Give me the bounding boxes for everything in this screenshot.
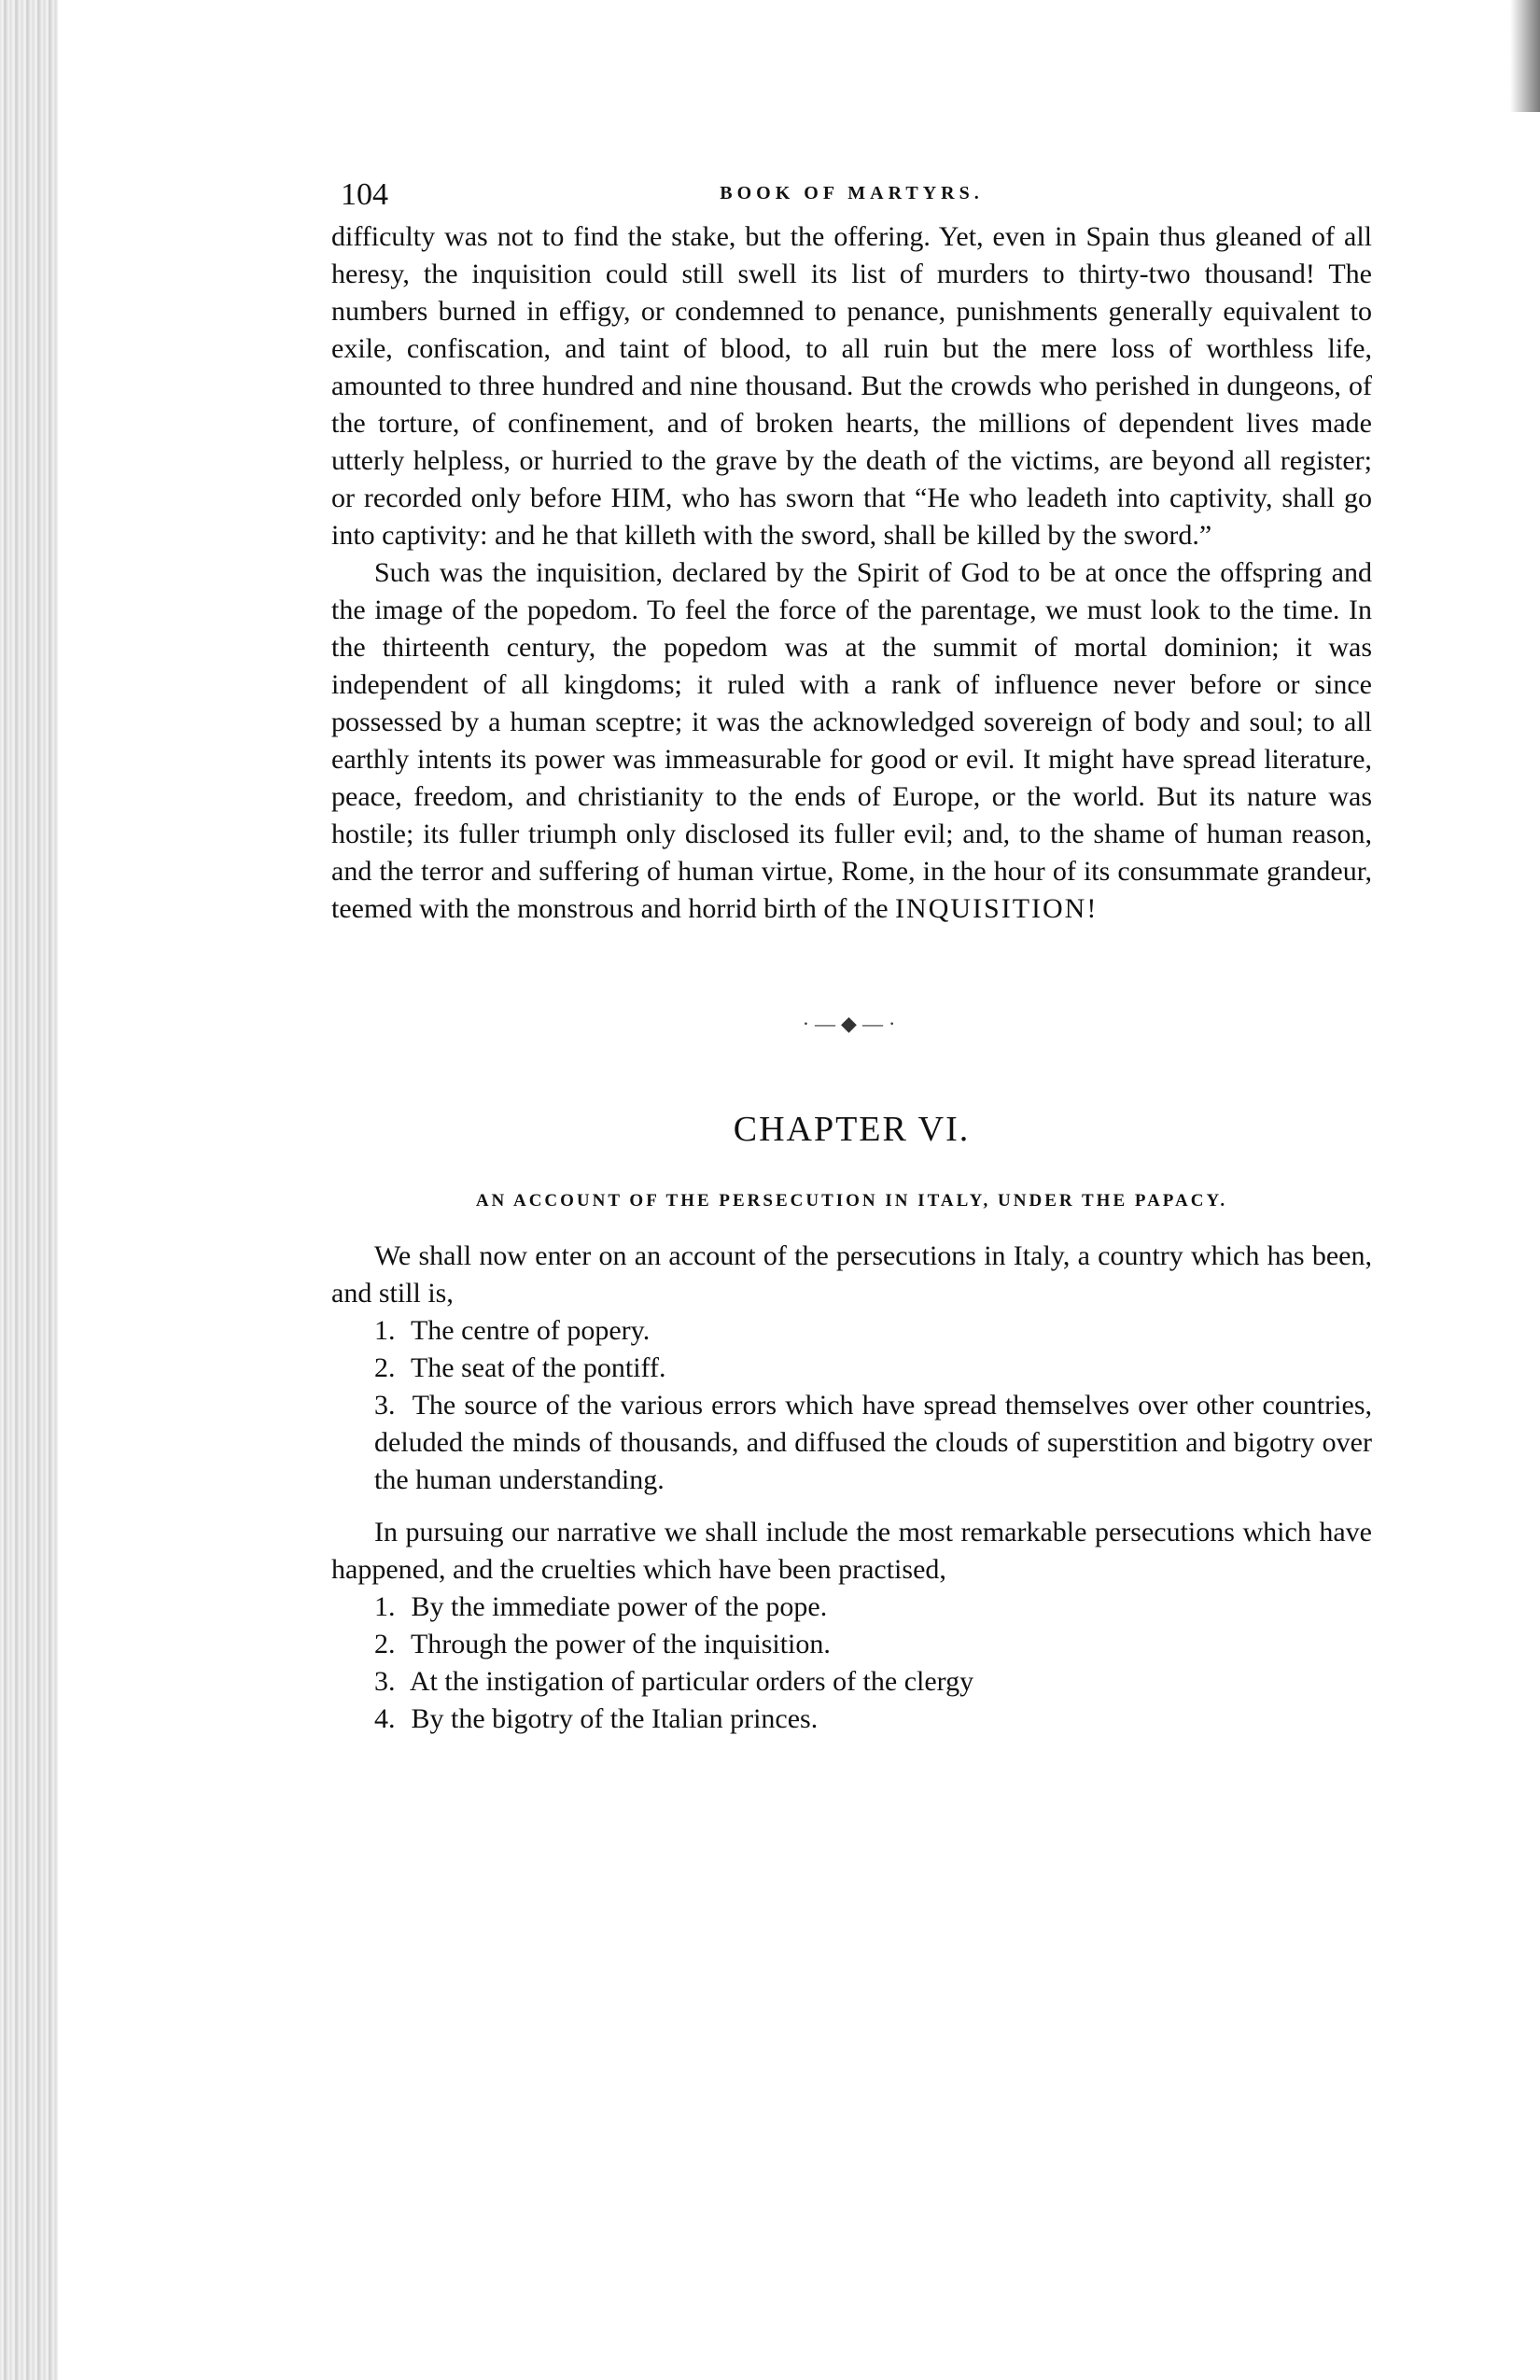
page-header: [331, 177, 1372, 218]
section-ornament: ·—◆—·: [802, 1012, 902, 1035]
list-item-number: 1.: [374, 1591, 396, 1622]
list-item-text: By the bigotry of the Italian princes.: [411, 1703, 819, 1734]
list-item-number: 2.: [374, 1352, 396, 1383]
list-item: [331, 1312, 1372, 1350]
page-number: 104: [341, 177, 388, 212]
list-item: [331, 1589, 1372, 1626]
list-item-number: 1.: [374, 1315, 396, 1346]
book-page: [331, 177, 1372, 1738]
running-head: BOOK OF MARTYRS.: [720, 183, 984, 203]
list-item: [331, 1387, 1372, 1499]
list-persecution-sources: [331, 1589, 1372, 1738]
list-item-text: The seat of the pontiff.: [410, 1352, 666, 1383]
list-item-number: 3.: [374, 1666, 396, 1697]
list-item-number: 3.: [374, 1390, 396, 1421]
paragraph-2-text: Such was the inquisition, declared by the Spirit of God to be at once the offspring and the image of the popedom. To feel the force of the parentage, we must look to the time. In the thirteenth century, the popedom was at the summit of mortal dominion; it was independent of all kingdoms; it ruled with a rank of influence never before or since possessed by a human sceptre; it was the acknowledged sovereign of body and soul; to all earthly intents its power was immeasurable for good or evil. It might have spread literature, peace, freedom, and christianity to the ends of Europe, or the world. But its nature was hostile; its fuller triumph only disclosed its fuller evil; and, to the shame of human reason, and the terror and suffering of human virtue, Rome, in the hour of its consummate grandeur, teemed with the monstrous and horrid birth of the: [331, 557, 1372, 924]
list-item-text: The centre of popery.: [410, 1315, 651, 1346]
list-item: [331, 1350, 1372, 1387]
spacer: [331, 1499, 1372, 1514]
chapter-intro-1: We shall now enter on an account of the persecutions in Italy, a country which has been, and still is,: [331, 1240, 1372, 1309]
chapter-intro-2: In pursuing our narrative we shall include the most remarkable persecutions which have happened, and the cruelties which have been practised,: [331, 1517, 1372, 1585]
list-item-number: 2.: [374, 1629, 396, 1659]
list-item-number: 4.: [374, 1703, 396, 1734]
inquisition-word: INQUISITION!: [895, 893, 1099, 924]
list-item: [331, 1701, 1372, 1738]
list-item-text: The source of the various errors which have spread themselves over other countries, deluded the minds of thousands, and diffused the clouds of superstition and bigotry over the human understanding.: [374, 1390, 1372, 1495]
paragraph-1: difficulty was not to find the stake, but the offering. Yet, even in Spain thus gleaned of all heresy, the inquisition could still swell its list of murders to thirty-two thousand! The numbers burned in effigy, or condemned to penance, punishments generally equivalent to exile, confiscation, and taint of blood, to all ruin but the mere loss of worthless life, amounted to three hundred and nine thousand. But the crowds who perished in dungeons, of the torture, of confinement, and of broken hearts, the millions of dependent lives made utterly helpless, or hurried to the grave by the death of the victims, are beyond all register; or recorded only before HIM, who has sworn that “He who leadeth into captivity, shall go into captivity: and he that killeth with the sword, shall be killed by the sword.”: [331, 221, 1372, 551]
list-italy-roles: [331, 1312, 1372, 1499]
list-item-text: At the instigation of particular orders of the clergy: [409, 1666, 974, 1697]
list-item: [331, 1663, 1372, 1701]
list-item-text: Through the power of the inquisition.: [410, 1629, 831, 1659]
book-binding-edge: [0, 0, 58, 2380]
paragraph-2: [331, 554, 1372, 928]
chapter-title: CHAPTER VI.: [733, 1110, 971, 1149]
page-corner-shadow: [1510, 0, 1540, 112]
chapter-subtitle: AN ACCOUNT OF THE PERSECUTION IN ITALY, UNDER THE PAPACY.: [475, 1191, 1228, 1211]
list-item: [331, 1626, 1372, 1663]
list-item-text: By the immediate power of the pope.: [411, 1591, 828, 1622]
